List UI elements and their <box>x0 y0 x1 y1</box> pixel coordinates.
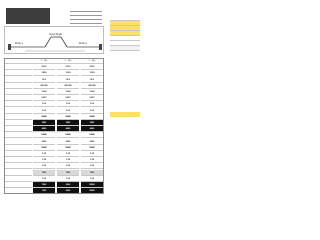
table-cell[interactable]: 3.890 <box>33 70 55 76</box>
pipe-bend-up <box>45 37 51 47</box>
table-cell[interactable]: 1.500 <box>33 89 55 95</box>
table-cell[interactable]: 4000 <box>57 126 79 132</box>
table-frame <box>4 58 104 194</box>
table-cell[interactable]: 3950 <box>57 139 79 145</box>
table-column-header: Y - 300 <box>80 58 104 64</box>
table-cell[interactable]: 3990 <box>33 120 55 126</box>
table-cell[interactable]: 3.00 <box>81 163 103 169</box>
table-cell[interactable]: 7000 <box>33 182 55 188</box>
fixity-left-marker <box>8 44 11 50</box>
table-cell[interactable]: 29545 <box>57 145 79 151</box>
table-cell[interactable]: 3.00 <box>33 163 55 169</box>
table-cell[interactable]: 0.427 <box>57 95 79 101</box>
table-cell[interactable]: 1.00 <box>81 151 103 157</box>
table-cell[interactable]: 14.0 <box>81 77 103 83</box>
table-cell[interactable]: 1.00 <box>57 151 79 157</box>
table-cell[interactable]: 0.427 <box>33 95 55 101</box>
spreadsheet-page <box>0 0 149 198</box>
table-cell[interactable]: 18840 <box>81 132 103 138</box>
table-cell[interactable]: 1.00 <box>57 176 79 182</box>
table-cell[interactable]: 4000 <box>33 126 55 132</box>
table-cell[interactable]: 29545 <box>33 145 55 151</box>
table-cell[interactable]: 100.0 <box>81 64 103 70</box>
side-panel-item[interactable] <box>110 36 140 41</box>
table-cell[interactable]: 3.00 <box>33 108 55 114</box>
table-cell[interactable]: 7000 <box>33 170 55 176</box>
fixity-right-marker <box>99 44 102 50</box>
side-panel-note[interactable] <box>110 112 140 117</box>
table-cell[interactable]: C3.0 <box>33 101 55 107</box>
table-cell[interactable]: 6000 <box>57 182 79 188</box>
table-cell[interactable]: 1.00 <box>33 176 55 182</box>
table-cell[interactable]: 1.500 <box>81 89 103 95</box>
side-panel-item[interactable] <box>110 41 140 46</box>
table-cell[interactable]: 180.000 <box>57 83 79 89</box>
table-cell[interactable]: 34345 <box>81 114 103 120</box>
table-cell[interactable]: 34345 <box>57 114 79 120</box>
table-cell[interactable]: C3.0 <box>81 101 103 107</box>
table-cell[interactable]: 1.00 <box>81 157 103 163</box>
table-cell[interactable]: 3.00 <box>81 108 103 114</box>
side-panel-item[interactable] <box>110 16 140 21</box>
table-cell[interactable]: 180.000 <box>81 83 103 89</box>
table-cell[interactable]: 270.3 <box>57 64 79 70</box>
table-cell[interactable]: 29545 <box>81 145 103 151</box>
diagram-label-left: Fixity 1 <box>15 42 23 45</box>
company-logo <box>6 8 50 24</box>
table-cell[interactable]: 1.000 <box>57 70 79 76</box>
table-cell[interactable]: 3990 <box>81 120 103 126</box>
table-cell[interactable]: 3990 <box>57 120 79 126</box>
pipe-diagram <box>4 26 104 54</box>
side-panel-item[interactable] <box>110 46 140 51</box>
table-cell[interactable]: 1.500 <box>57 89 79 95</box>
table-cell[interactable]: 6000 <box>57 188 79 194</box>
table-cell[interactable]: 0.427 <box>81 95 103 101</box>
table-cell[interactable]: 3950 <box>33 139 55 145</box>
table-cell[interactable]: 1.000 <box>81 70 103 76</box>
table-cell[interactable]: 4000 <box>81 126 103 132</box>
table-cell[interactable]: C3.0 <box>57 101 79 107</box>
table-cell[interactable]: 38500 <box>81 188 103 194</box>
table-cell[interactable]: 34345 <box>33 114 55 120</box>
header-field-line <box>70 19 102 20</box>
table-cell[interactable]: 3950 <box>81 139 103 145</box>
table-cell[interactable]: 18840 <box>33 132 55 138</box>
table-cell[interactable]: 3.00 <box>57 108 79 114</box>
table-cell[interactable]: 7000 <box>33 188 55 194</box>
table-cell[interactable]: 14.0 <box>57 77 79 83</box>
table-cell[interactable]: 1.00 <box>81 176 103 182</box>
table-column-header: Y - 200 <box>56 58 80 64</box>
table-cell[interactable]: 38500 <box>81 182 103 188</box>
table-column-header: Y - 100 <box>32 58 56 64</box>
side-panel-item[interactable] <box>110 21 140 26</box>
table-cell[interactable]: 1.00 <box>33 151 55 157</box>
header-field-line <box>70 15 102 16</box>
table-cell[interactable]: 1.00 <box>57 157 79 163</box>
diagram-label-right: Fixity 2 <box>79 42 87 45</box>
table-cell[interactable]: 14.0 <box>33 77 55 83</box>
side-panel-item[interactable] <box>110 26 140 31</box>
pipe-bend-down <box>61 37 67 47</box>
table-cell[interactable]: 1.00 <box>33 157 55 163</box>
table-cell[interactable]: 18840 <box>57 132 79 138</box>
table-cell[interactable]: 3.00 <box>57 163 79 169</box>
table-cell[interactable]: 180.000 <box>33 83 55 89</box>
pipe-layout-drawing <box>5 27 105 55</box>
table-cell[interactable]: 7000 <box>57 170 79 176</box>
side-panel-item[interactable] <box>110 31 140 36</box>
table-cell[interactable]: 7000 <box>81 170 103 176</box>
header-field-line <box>70 23 102 24</box>
table-cell[interactable]: 100.0 <box>33 64 55 70</box>
diagram-label-mid: Curve Ends <box>49 33 63 36</box>
header-field-line <box>70 11 102 12</box>
